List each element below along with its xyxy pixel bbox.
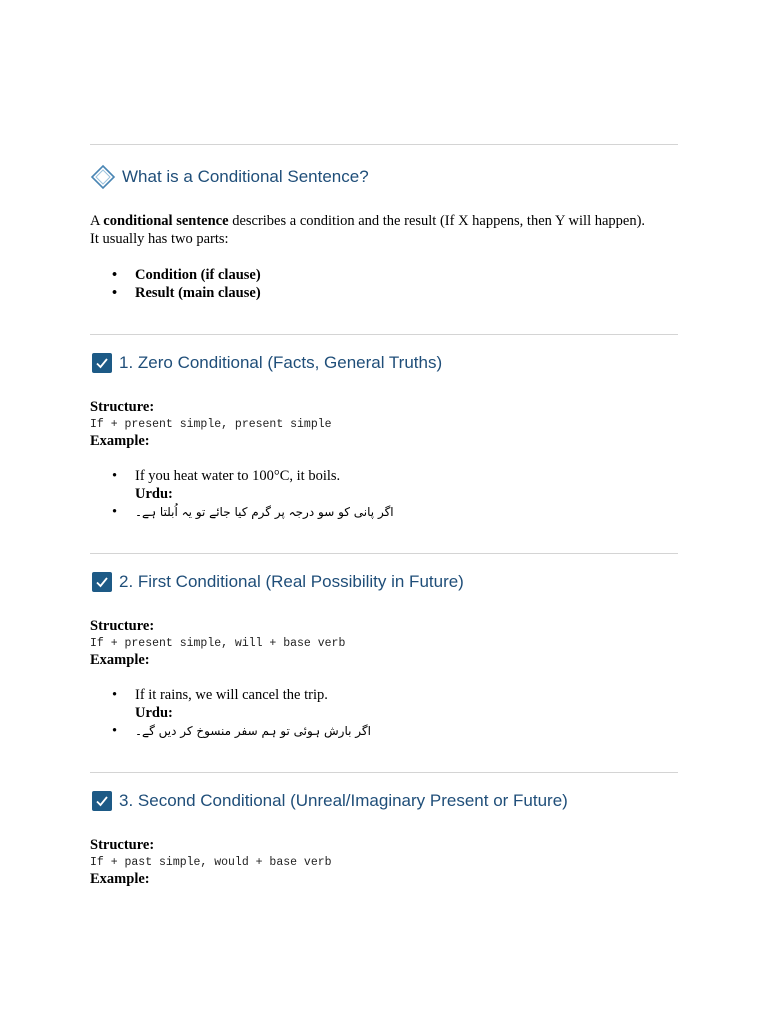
section-heading-text: 3. Second Conditional (Unreal/Imaginary Present or Future) [119, 791, 568, 810]
structure-label: Structure: [90, 837, 155, 853]
example-label: Example: [90, 433, 150, 449]
list-item: • اگر بارش ہوئی تو ہم سفر منسوخ کر دیں گے۔ [112, 723, 371, 739]
urdu-label: Urdu: [135, 486, 173, 502]
divider [90, 772, 678, 773]
section-heading [90, 791, 568, 811]
section-body [90, 837, 680, 887]
intro-heading-text: What is a Conditional Sentence? [122, 167, 369, 186]
list-item: • اگر پانی کو سو درجہ پر گرم کیا جائے تو یہ اُبلتا ہے۔ [112, 504, 394, 520]
section-heading-text: 1. Zero Conditional (Facts, General Truths) [119, 353, 443, 372]
structure-label: Structure: [90, 399, 155, 415]
example-list [90, 467, 394, 521]
structure-formula: If + present simple, present simple [90, 418, 332, 431]
parts-list [90, 266, 261, 302]
example-label: Example: [90, 871, 150, 887]
intro-heading [90, 164, 369, 190]
list-item-text: Result (main clause) [135, 285, 261, 301]
example-label: Example: [90, 652, 150, 668]
list-item: • Result (main clause) [112, 285, 261, 301]
urdu-label: Urdu: [135, 705, 173, 721]
list-item-text: Condition (if clause) [135, 267, 261, 283]
divider [90, 553, 678, 554]
intro-text-rest: describes a condition and the result (If X happens, then Y will happen). [228, 213, 646, 229]
section-body [90, 618, 680, 668]
example-text: If it rains, we will cancel the trip. [135, 687, 328, 703]
check-box-icon [92, 572, 112, 592]
divider [90, 144, 678, 145]
structure-label: Structure: [90, 618, 155, 634]
intro-paragraph [90, 212, 680, 248]
intro-text-prefix: A [90, 213, 104, 229]
list-item: • If you heat water to 100°C, it boils. Urdu: [112, 468, 341, 502]
check-box-icon [92, 791, 112, 811]
intro-text-line2: It usually has two parts: [90, 231, 229, 247]
list-item: • If it rains, we will cancel the trip. Urdu: [112, 687, 328, 721]
intro-text-bold: conditional sentence [103, 213, 229, 229]
diamond-icon [90, 164, 116, 190]
check-box-icon [92, 353, 112, 373]
divider [90, 334, 678, 335]
section-body [90, 399, 680, 449]
structure-formula: If + present simple, will + base verb [90, 637, 346, 650]
urdu-text: اگر پانی کو سو درجہ پر گرم کیا جائے تو یہ اُبلتا ہے۔ [135, 505, 394, 519]
section-heading-text: 2. First Conditional (Real Possibility in Future) [119, 572, 464, 591]
example-list [90, 686, 371, 740]
structure-formula: If + past simple, would + base verb [90, 856, 332, 869]
urdu-text: اگر بارش ہوئی تو ہم سفر منسوخ کر دیں گے۔ [135, 724, 371, 738]
section-heading [90, 572, 464, 592]
example-text: If you heat water to 100°C, it boils. [135, 468, 341, 484]
section-heading [90, 353, 442, 373]
list-item: • Condition (if clause) [112, 267, 261, 283]
